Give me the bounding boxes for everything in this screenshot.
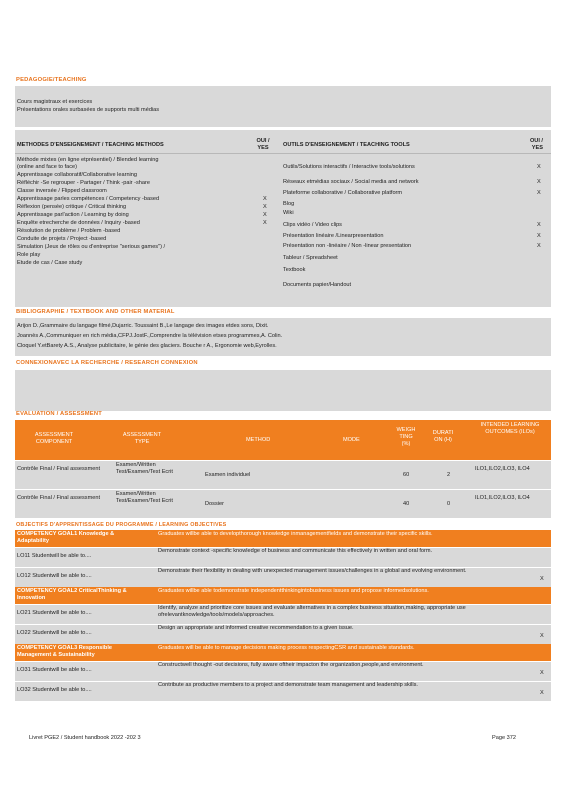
method-item: Simulation (Jeux de rôles ou d'entreprise "serious games") /	[17, 244, 166, 250]
lo-text: Constructwell thought -out decisions, fully aware oftheir impacton the organization,people,and environment.	[158, 662, 424, 668]
tools-oui-yes: OUI / YES	[529, 138, 543, 151]
methods-oui-yes: OUI / YES	[256, 138, 270, 151]
eval-cell-ilo: ILO1,ILO2,ILO3, ILO4	[475, 495, 530, 501]
lo-text: Design an appropriate and informed creative recommendation to a given issue.	[158, 625, 354, 631]
connexion-block	[15, 370, 551, 411]
lo-mark: X	[540, 670, 544, 676]
tool-mark: X	[537, 179, 541, 185]
tool-item: Wiki	[283, 210, 294, 216]
evaluation-header-bar	[15, 420, 551, 460]
method-item: Réfléchir -Se regrouper - Partager / Think -pair -share	[17, 180, 150, 186]
lo-text: Demonstrate context -specific knowledge of business and communicate this effectively in written and oral form.	[158, 548, 433, 554]
tools-header: OUTILS D'ENSEIGNEMENT / TEACHING TOOLS	[283, 142, 410, 148]
goal-title: COMPETENCY GOAL3 Responsible Management & Sustainability	[17, 645, 113, 658]
goal-description: Graduates willbe able to developthorough knowledge inmanagementfields and demonstrate their specific skills.	[158, 531, 433, 537]
tool-item: Outils/Solutions interactifs / Interactive tools/solutions	[283, 164, 415, 170]
lo-id: LO32 Studentwill be able to....	[17, 687, 92, 693]
lo-id: LO12 Studentwill be able to....	[17, 573, 92, 579]
lo-mark: X	[540, 690, 544, 696]
eval-header-duration: DURATI ON (H)	[432, 430, 454, 443]
method-item: Classe inversée / Flipped classroom	[17, 188, 107, 194]
footer-left: Livret PGE2 / Student handbook 2022 -202 3	[29, 735, 141, 741]
bibliographie-line-2: Joannès A.,Communiquer en rich média,CFPJ.JostF.,Comprendre la télévision etses programmes,A. Colin.	[17, 333, 283, 339]
methods-header: METHODES D'ENSEIGNEMENT / TEACHING METHODS	[17, 142, 164, 148]
eval-cell-duration: 2	[447, 472, 451, 478]
bibliographie-title: BIBLIOGRAPHIE / TEXTBOOK AND OTHER MATERIAL	[16, 309, 175, 315]
goal-description: Graduates will be able to manage decisions making process respectingCSR and sustainable standards.	[158, 645, 415, 651]
bibliographie-line-1: Arijon D.,Grammaire du langage filmé,Dujarric. Toussaint B.,Le langage des images etdes sons, Dixit.	[17, 323, 269, 329]
eval-cell-type: Examen/Written Test/Examen/Test Ecrit	[116, 491, 173, 504]
tool-item: Présentation linéaire /Linearpresentation	[283, 233, 384, 239]
eval-cell-type: Examen/Written Test/Examen/Test Ecrit	[116, 462, 173, 475]
method-mark: X	[263, 220, 267, 226]
lo-mark: X	[540, 576, 544, 582]
eval-header-component: ASSESSMENT COMPONENT	[34, 432, 74, 445]
tool-item: Blog	[283, 201, 295, 207]
eval-cell-method: Dossier	[205, 501, 224, 507]
eval-cell-weighting: 40	[403, 501, 410, 507]
lo-text: Demonstrate their flexibility in dealing with unexpected management issues/challenges in a global and evolving environment.	[158, 568, 467, 574]
objectifs-title: OBJECTIFS D'APPRENTISSAGE DU PROGRAMME / LEARNING OBJECTIVES	[16, 522, 227, 528]
method-item: Apprentissage parles compétences / Competency -based	[17, 196, 160, 202]
tool-item: Réseaux etmédias sociaux / Social media and network	[283, 179, 419, 185]
method-item: Apprentissage parl'action / Learning by doing	[17, 212, 129, 218]
method-item: Résolution de problème / Problem -based	[17, 228, 121, 234]
eval-header-ilo: INTENDED LEARNING OUTCOMES (ILOs)	[480, 422, 540, 435]
tool-mark: X	[537, 243, 541, 249]
goal-title: COMPETENCY GOAL1 Knowledge & Adaptability	[17, 531, 115, 544]
eval-cell-weighting: 60	[403, 472, 410, 478]
tool-item: Plateforme collaborative / Collaborative platform	[283, 190, 403, 196]
eval-header-method: METHOD	[246, 437, 271, 443]
lo-id: LO31 Studentwill be able to....	[17, 667, 92, 673]
tool-item: Documents papier/Handout	[283, 282, 352, 288]
cours-text: Cours magistraux et exercices	[17, 99, 93, 105]
eval-header-mode: MODE	[343, 437, 360, 443]
eval-cell-component: Contrôle Final / Final assessment	[17, 466, 101, 472]
eval-cell-method: Examen individuel	[205, 472, 251, 478]
tool-item: Clips vidéo / Video clips	[283, 222, 342, 228]
tool-item: Tableur / Spreadsheet	[283, 255, 338, 261]
bibliographie-line-3: Cloquel Y.etBarety A.S., Analyse publicitaire, le génie des glaciers. Bouche r A., Ergonomie web,Eyrolles.	[17, 343, 277, 349]
method-mark: X	[263, 212, 267, 218]
presentations-text: Présentations orales surbasées de supports multi médias	[17, 107, 160, 113]
method-mark: X	[263, 196, 267, 202]
method-item: Enquête etrecherche de données / Inquiry -based	[17, 220, 140, 226]
tool-mark: X	[537, 164, 541, 170]
method-item: Méthode mixtes (en ligne etprésentiel) / Blended learning	[17, 157, 159, 163]
connexion-title: CONNEXIONAVEC LA RECHERCHE / RESEARCH CONNEXION	[16, 360, 198, 366]
tool-item: Textbook	[283, 267, 306, 273]
lo-id: LO22 Studentwill be able to....	[17, 630, 92, 636]
method-mark: X	[263, 204, 267, 210]
lo-text: Identify, analyze and prioritize core issues and evaluate alternatives in a complex business situation,making, appropriate use ofrelevantknowledge/tools/models/approaches.	[158, 605, 466, 618]
lo-id: LO11 Studentwill be able to....	[17, 553, 92, 559]
lo-id: LO21 Studentwill be able to....	[17, 610, 92, 616]
goal-title: COMPETENCY GOAL2 CriticalThinking & Innovation	[17, 588, 127, 601]
tool-item: Présentation non -linéaire / Non -linear presentation	[283, 243, 412, 249]
method-item: Etude de cas / Case study	[17, 260, 83, 266]
method-item: Apprentissage collaboratif/Collaborative learning	[17, 172, 138, 178]
footer-page: Page 372	[492, 735, 516, 741]
method-item: Réflexion (pensée) critique / Critical thinking	[17, 204, 127, 210]
goal-description: Graduates willbe able todemonstrate independentthinkingintobusiness issues and propose informedsolutions.	[158, 588, 429, 594]
eval-header-type: ASSESSMENT TYPE	[122, 432, 162, 445]
method-item: Role play	[17, 252, 41, 258]
tool-mark: X	[537, 190, 541, 196]
method-item: Conduite de projets / Project -based	[17, 236, 107, 242]
pedagogie-title: PEDAGOGIE/TEACHING	[16, 77, 87, 83]
eval-cell-ilo: ILO1,ILO2,ILO3, ILO4	[475, 466, 530, 472]
method-item: (online and face to face)	[17, 164, 78, 170]
lo-mark: X	[540, 633, 544, 639]
tool-mark: X	[537, 233, 541, 239]
lo-text: Contribute as productive members to a project and demonstrate team management and leadership skills.	[158, 682, 418, 688]
eval-header-weighting: WEIGH TING (%)	[396, 427, 416, 447]
tool-mark: X	[537, 222, 541, 228]
eval-cell-duration: 0	[447, 501, 451, 507]
eval-cell-component: Contrôle Final / Final assessment	[17, 495, 101, 501]
evaluation-title: EVALUATION / ASSESSMENT	[16, 411, 102, 417]
